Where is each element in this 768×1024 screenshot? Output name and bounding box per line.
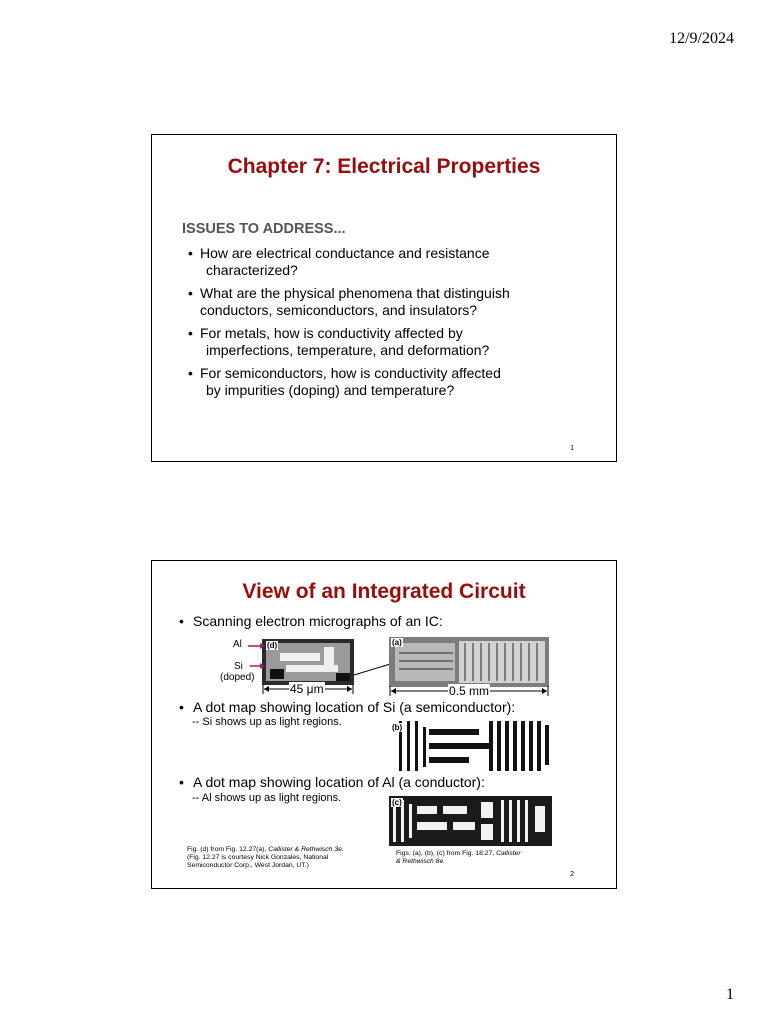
page-number: 1 <box>726 986 734 1003</box>
bullet-al-map: • A dot map showing location of Al (a conductor): <box>179 774 485 790</box>
dotmap-c <box>389 796 552 846</box>
dotmap-b <box>389 721 552 771</box>
list-item: • For metals, how is conductivity affected by imperfections, temperature, and deformation? <box>178 325 588 359</box>
scale-label-45: 45 μm <box>290 682 324 696</box>
slide-1 <box>151 134 617 462</box>
list-item: • What are the physical phenomena that distinguish conductors, semiconductors, and insulators? <box>178 285 588 319</box>
slide-1-number: 1 <box>570 445 574 452</box>
header-date: 12/9/2024 <box>669 30 734 47</box>
sub-al: -- Al shows up as light regions. <box>192 792 342 804</box>
slide-1-title: Chapter 7: Electrical Properties <box>227 155 541 178</box>
bullet-sem: • Scanning electron micrographs of an IC: <box>179 613 443 629</box>
issues-list <box>178 245 588 405</box>
label-si: Si <box>234 661 243 672</box>
scale-label-05: 0.5 mm <box>449 684 490 698</box>
label-doped: (doped) <box>220 672 255 683</box>
micrograph-a <box>389 637 549 687</box>
panel-label-a: (a) <box>392 638 402 647</box>
pointer-arrows <box>246 639 266 679</box>
caption-right: Figs. (a), (b), (c) from Fig. 18.27, Callister & Rethwisch 8e. <box>396 850 521 865</box>
caption-left: Fig. (d) from Fig. 12.27(a), Callister & Rethwisch 3e. (Fig. 12.27 is courtesy Nick Gonzales, National Semiconductor Corp., West Jordan, UT.) <box>187 846 344 869</box>
slide-2 <box>151 560 617 889</box>
list-item: • How are electrical conductance and resistance characterized? <box>178 245 588 279</box>
issues-heading: ISSUES TO ADDRESS... <box>182 221 346 237</box>
panel-label-d: (d) <box>267 641 278 650</box>
slide-2-title: View of an Integrated Circuit <box>242 580 526 603</box>
bullet-si-map: • A dot map showing location of Si (a semiconductor): <box>179 699 516 715</box>
label-al: Al <box>233 639 242 650</box>
sub-si: -- Si shows up as light regions. <box>192 716 342 728</box>
panel-label-b: (b) <box>392 723 403 732</box>
list-item: • For semiconductors, how is conductivity affected by impurities (doping) and temperature? <box>178 365 588 399</box>
slide-2-number: 2 <box>570 871 574 878</box>
panel-label-c: (c) <box>392 798 402 807</box>
